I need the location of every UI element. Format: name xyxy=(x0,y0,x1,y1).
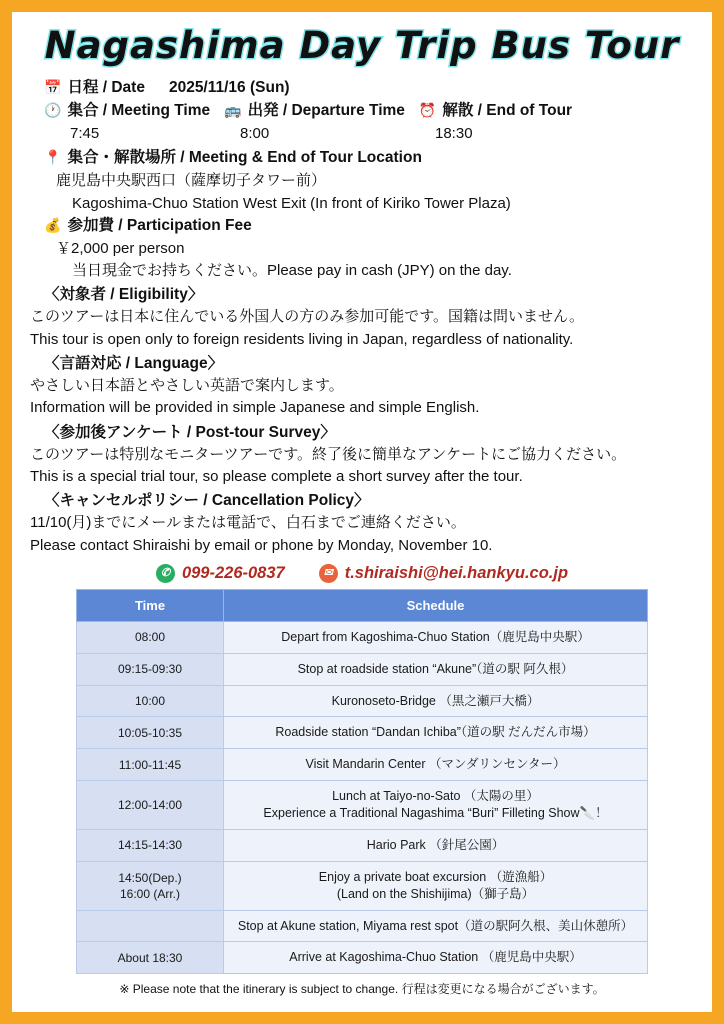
clock-icon: 🕐 xyxy=(44,102,62,118)
cell-time: 10:00 xyxy=(77,685,224,717)
phone-number: 099-226-0837 xyxy=(181,563,285,582)
cell-schedule: Kuronoseto-Bridge （黒之瀬戸大橋） xyxy=(224,685,648,717)
location-jp: 鹿児島中央駅西口（薩摩切子タワー前） xyxy=(56,172,327,190)
phone-contact[interactable] xyxy=(156,564,285,583)
time-labels-row xyxy=(30,100,694,122)
location-label: 集合・解散場所 / Meeting & End of Tour Location xyxy=(67,149,422,167)
meeting-time-value: 7:45 xyxy=(70,125,100,142)
cell-schedule: Stop at Akune station, Miyama rest spot（道の駅阿久根、美山休憩所） xyxy=(224,910,648,942)
table-row xyxy=(77,942,648,974)
date-row xyxy=(30,77,694,99)
cancellation-en: Please contact Shiraishi by email or phone by Monday, November 10. xyxy=(30,536,493,554)
cell-time: 14:50(Dep.) 16:00 (Arr.) xyxy=(77,861,224,910)
cell-time: About 18:30 xyxy=(77,942,224,974)
contact-row xyxy=(30,564,694,583)
table-row xyxy=(77,749,648,781)
cell-time: 09:15-09:30 xyxy=(77,653,224,685)
eligibility-jp: このツアーは日本に住んでいる外国人の方のみ参加可能です。国籍は問いません。 xyxy=(30,308,584,326)
language-en: Information will be provided in simple Japanese and simple English. xyxy=(30,399,480,417)
alarm-icon: ⏰ xyxy=(418,102,437,118)
date-label: 日程 / Date xyxy=(67,79,145,96)
cell-time: 12:00-14:00 xyxy=(77,781,224,830)
schedule-body xyxy=(77,621,648,974)
money-icon: 💰 xyxy=(44,216,62,233)
cell-schedule: Lunch at Taiyo-no-Sato （太陽の里） Experience a Traditional Nagashima “Buri” Filleting Show🔪！ xyxy=(224,781,648,830)
mail-icon: ✉ xyxy=(319,564,338,583)
phone-icon: ✆ xyxy=(156,564,175,583)
meeting-time-label: 集合 / Meeting Time xyxy=(67,102,211,119)
bus-icon: 🚌 xyxy=(224,102,242,118)
cell-schedule: Depart from Kagoshima-Chuo Station（鹿児島中央駅） xyxy=(224,621,648,653)
table-row xyxy=(77,781,648,830)
location-en: Kagoshima-Chuo Station West Exit (In front of Kiriko Tower Plaza) xyxy=(72,194,511,212)
table-row xyxy=(77,910,648,942)
cell-time xyxy=(77,910,224,942)
header-time: Time xyxy=(77,589,224,621)
language-label: 〈言語対応 / Language〉 xyxy=(44,355,224,373)
itinerary-note: ※ Please note that the itinerary is subject to change. 行程は変更になる場合がございます。 xyxy=(119,982,605,997)
survey-jp: このツアーは特別なモニターツアーです。終了後に簡単なアンケートにご協力ください。 xyxy=(30,445,627,463)
survey-label: 〈参加後アンケート / Post-tour Survey〉 xyxy=(44,423,336,441)
cell-schedule: Roadside station “Dandan Ichiba”（道の駅 だんだん市場） xyxy=(224,717,648,749)
table-row xyxy=(77,829,648,861)
table-header-row xyxy=(77,589,648,621)
calendar-icon: 📅 xyxy=(44,79,62,95)
departure-time-value: 8:00 xyxy=(240,125,270,142)
language-jp: やさしい日本語とやさしい英語で案内します。 xyxy=(30,377,344,395)
departure-time-label: 出発 / Departure Time xyxy=(247,102,405,119)
eligibility-en: This tour is open only to foreign residents living in Japan, regardless of nationality. xyxy=(30,330,574,348)
cell-time: 11:00-11:45 xyxy=(77,749,224,781)
cell-schedule: Hario Park （針尾公園） xyxy=(224,829,648,861)
cancellation-label: 〈キャンセルポリシー / Cancellation Policy〉 xyxy=(44,492,370,510)
table-row xyxy=(77,621,648,653)
fee-note: 当日現金でお持ちください。Please pay in cash (JPY) on the day. xyxy=(72,262,512,280)
flyer-page xyxy=(12,12,712,1012)
fee-label: 参加費 / Participation Fee xyxy=(67,216,252,234)
eligibility-label: 〈対象者 / Eligibility〉 xyxy=(44,286,204,304)
cell-schedule: Enjoy a private boat excursion （遊漁船） (Land on the Shishijima)（獅子島） xyxy=(224,861,648,910)
email-address: t.shiraishi@hei.hankyu.co.jp xyxy=(344,563,569,582)
table-row xyxy=(77,685,648,717)
cell-schedule: Stop at roadside station “Akune”（道の駅 阿久根） xyxy=(224,653,648,685)
email-contact[interactable] xyxy=(319,564,568,583)
fee-row xyxy=(30,215,694,237)
end-time-value: 18:30 xyxy=(435,125,473,142)
page-title: Nagashima Day Trip Bus Tour xyxy=(44,24,680,67)
cell-time: 08:00 xyxy=(77,621,224,653)
cancellation-jp: 11/10(月)までにメールまたは電話で、白石までご連絡ください。 xyxy=(30,514,466,532)
title-block xyxy=(30,24,694,67)
cell-time: 10:05-10:35 xyxy=(77,717,224,749)
survey-en: This is a special trial tour, so please complete a short survey after the tour. xyxy=(30,467,523,485)
schedule-table xyxy=(76,589,648,975)
header-schedule: Schedule xyxy=(224,589,648,621)
table-row xyxy=(77,861,648,910)
cell-time: 14:15-14:30 xyxy=(77,829,224,861)
pin-icon: 📍 xyxy=(44,149,62,166)
info-section xyxy=(30,77,694,556)
fee-value: ￥2,000 per person xyxy=(56,239,185,257)
cell-schedule: Arrive at Kagoshima-Chuo Station （鹿児島中央駅） xyxy=(224,942,648,974)
location-row xyxy=(30,147,694,169)
table-row xyxy=(77,717,648,749)
table-row xyxy=(77,653,648,685)
date-value: 2025/11/16 (Sun) xyxy=(168,79,290,96)
cell-schedule: Visit Mandarin Center （マンダリンセンター） xyxy=(224,749,648,781)
time-values-row xyxy=(30,123,694,144)
end-time-label: 解散 / End of Tour xyxy=(442,102,573,119)
